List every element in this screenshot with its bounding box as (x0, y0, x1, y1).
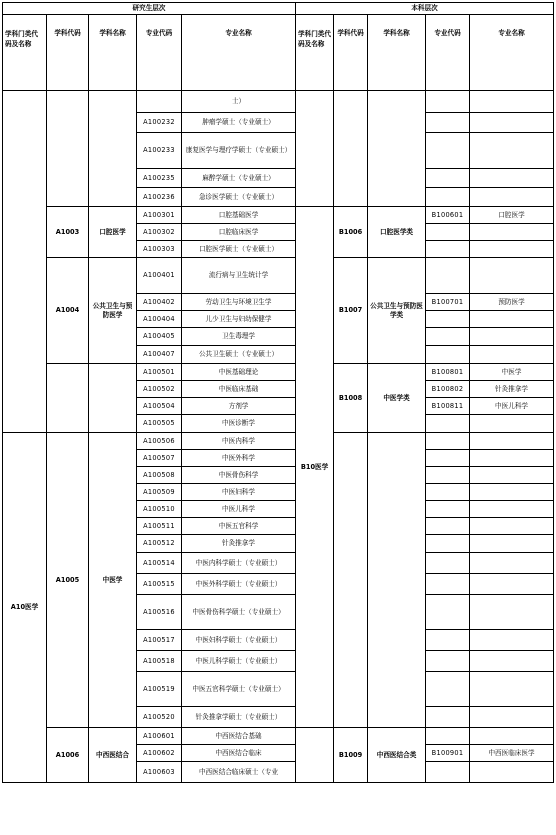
ug-specialty-name (470, 224, 554, 241)
ug-specialty-name (470, 258, 554, 294)
ug-specialty-name (470, 91, 554, 113)
grad-specialty-code: A100504 (137, 398, 182, 415)
ug-specialty-name (470, 574, 554, 595)
grad-discipline-code (47, 364, 89, 433)
ug-discipline-name (368, 433, 426, 728)
ug-specialty-name (470, 535, 554, 553)
ug-specialty-code (426, 433, 470, 450)
grad-specialty-name: 中西医结合临床硕士（专业 (182, 762, 296, 783)
ug-specialty-code: B100601 (426, 207, 470, 224)
grad-discipline-name: 中西医结合 (89, 728, 137, 783)
grad-specialty-name: 劳动卫生与环境卫生学 (182, 294, 296, 311)
ug-specialty-name (470, 484, 554, 501)
grad-specialty-name: 中医内科学硕士（专业硕士） (182, 553, 296, 574)
ug-specialty-code (426, 169, 470, 188)
grad-specialty-code: A100519 (137, 672, 182, 707)
ug-specialty-code: B100901 (426, 745, 470, 762)
ug-specialty-code (426, 728, 470, 745)
grad-specialty-code: A100507 (137, 450, 182, 467)
grad-specialty-name: 中医儿科学硕士（专业硕士） (182, 651, 296, 672)
grad-specialty-name: 士） (182, 91, 296, 113)
discipline-table (2, 2, 554, 783)
grad-specialty-name: 中医骨伤科学 (182, 467, 296, 484)
grad-specialty-code: A100517 (137, 630, 182, 651)
grad-specialty-code: A100233 (137, 133, 182, 169)
grad-specialty-code: A100236 (137, 188, 182, 207)
grad-specialty-name: 急诊医学硕士（专业硕士） (182, 188, 296, 207)
ug-specialty-name (470, 553, 554, 574)
grad-category-cell (3, 91, 47, 433)
ug-specialty-code (426, 258, 470, 294)
ug-specialty-name (470, 241, 554, 258)
grad-discipline-name (89, 91, 137, 207)
header-grad-specialty-code: 专业代码 (137, 15, 182, 91)
ug-specialty-name (470, 311, 554, 328)
column-header-row (3, 15, 554, 91)
table-row (3, 91, 554, 113)
ug-specialty-code (426, 518, 470, 535)
ug-specialty-name (470, 346, 554, 364)
table-row (3, 258, 554, 294)
header-ug-specialty-code: 专业代码 (426, 15, 470, 91)
ug-specialty-code (426, 346, 470, 364)
ug-discipline-code: B1006 (334, 207, 368, 258)
ug-discipline-code: B1008 (334, 364, 368, 433)
grad-specialty-name: 中医妇科学硕士（专业硕士） (182, 630, 296, 651)
grad-specialty-name: 中医内科学 (182, 433, 296, 450)
ug-specialty-code (426, 241, 470, 258)
header-ug-discipline-code: 学科代码 (334, 15, 368, 91)
header-grad-discipline-code: 学科代码 (47, 15, 89, 91)
ug-specialty-name (470, 433, 554, 450)
ug-specialty-name: 针灸推拿学 (470, 381, 554, 398)
header-ug-category: 学科门类代码及名称 (296, 15, 334, 91)
ug-specialty-code: B100802 (426, 381, 470, 398)
header-ug-discipline-name: 学科名称 (368, 15, 426, 91)
ug-specialty-code (426, 311, 470, 328)
table-row (3, 433, 554, 450)
ug-discipline-code: B1009 (334, 728, 368, 783)
ug-specialty-name (470, 169, 554, 188)
grad-category-cell: A10医学 (3, 433, 47, 783)
ug-specialty-name: 中西医临床医学 (470, 745, 554, 762)
grad-specialty-name: 流行病与卫生统计学 (182, 258, 296, 294)
grad-specialty-code: A100235 (137, 169, 182, 188)
ug-specialty-code (426, 415, 470, 433)
ug-category-cell (296, 728, 334, 783)
ug-specialty-name: 预防医学 (470, 294, 554, 311)
grad-specialty-code: A100603 (137, 762, 182, 783)
grad-specialty-code: A100405 (137, 328, 182, 346)
grad-discipline-code (47, 91, 89, 207)
grad-specialty-name: 中医儿科学 (182, 501, 296, 518)
ug-specialty-name (470, 651, 554, 672)
ug-specialty-code: B100811 (426, 398, 470, 415)
grad-specialty-name: 中医五官科学硕士（专业硕士） (182, 672, 296, 707)
ug-discipline-name: 口腔医学类 (368, 207, 426, 258)
grad-specialty-name: 肿瘤学硕士（专业硕士） (182, 113, 296, 133)
grad-specialty-name: 针灸推拿学 (182, 535, 296, 553)
grad-discipline-name (89, 364, 137, 433)
grad-discipline-name: 中医学 (89, 433, 137, 728)
grad-discipline-name: 口腔医学 (89, 207, 137, 258)
grad-specialty-code: A100516 (137, 595, 182, 630)
grad-discipline-code: A1005 (47, 433, 89, 728)
grad-specialty-name: 中医基础理论 (182, 364, 296, 381)
ug-specialty-name (470, 518, 554, 535)
ug-specialty-code (426, 672, 470, 707)
ug-discipline-code (334, 91, 368, 207)
grad-specialty-code: A100518 (137, 651, 182, 672)
grad-specialty-name: 中西医结合临床 (182, 745, 296, 762)
grad-specialty-name: 中医五官科学 (182, 518, 296, 535)
ug-specialty-code (426, 467, 470, 484)
grad-specialty-name: 针灸推拿学硕士（专业硕士） (182, 707, 296, 728)
ug-discipline-name: 公共卫生与预防医学类 (368, 258, 426, 364)
grad-specialty-code: A100502 (137, 381, 182, 398)
table-row (3, 207, 554, 224)
header-grad-discipline-name: 学科名称 (89, 15, 137, 91)
ug-specialty-code (426, 707, 470, 728)
grad-specialty-name: 中医诊断学 (182, 415, 296, 433)
ug-specialty-code (426, 91, 470, 113)
ug-specialty-code (426, 553, 470, 574)
grad-discipline-name: 公共卫生与预防医学 (89, 258, 137, 364)
grad-specialty-code: A100506 (137, 433, 182, 450)
ug-specialty-name: 中医学 (470, 364, 554, 381)
grad-specialty-code: A100505 (137, 415, 182, 433)
ug-specialty-name: 中医儿科学 (470, 398, 554, 415)
grad-specialty-code: A100510 (137, 501, 182, 518)
grad-specialty-name: 卫生毒理学 (182, 328, 296, 346)
grad-specialty-code: A100508 (137, 467, 182, 484)
grad-specialty-code: A100301 (137, 207, 182, 224)
grad-specialty-code: A100501 (137, 364, 182, 381)
grad-specialty-code: A100515 (137, 574, 182, 595)
ug-discipline-name: 中西医结合类 (368, 728, 426, 783)
ug-specialty-code (426, 595, 470, 630)
ug-specialty-name (470, 188, 554, 207)
grad-specialty-code: A100509 (137, 484, 182, 501)
grad-specialty-code: A100232 (137, 113, 182, 133)
ug-specialty-name (470, 595, 554, 630)
ug-specialty-code (426, 484, 470, 501)
ug-specialty-code (426, 535, 470, 553)
grad-specialty-name: 中医外科学硕士（专业硕士） (182, 574, 296, 595)
grad-discipline-code: A1003 (47, 207, 89, 258)
ug-discipline-code: B1007 (334, 258, 368, 364)
grad-specialty-name: 儿少卫生与妇幼保健学 (182, 311, 296, 328)
grad-discipline-code: A1006 (47, 728, 89, 783)
header-grad-specialty-name: 专业名称 (182, 15, 296, 91)
ug-specialty-code (426, 328, 470, 346)
grad-discipline-code: A1004 (47, 258, 89, 364)
ug-specialty-code (426, 113, 470, 133)
ug-specialty-name (470, 450, 554, 467)
grad-specialty-code: A100302 (137, 224, 182, 241)
ug-specialty-name (470, 630, 554, 651)
ug-specialty-code (426, 762, 470, 783)
ug-specialty-code (426, 630, 470, 651)
table-row (3, 364, 554, 381)
ug-specialty-code (426, 224, 470, 241)
grad-specialty-name: 方剂学 (182, 398, 296, 415)
ug-specialty-code (426, 188, 470, 207)
ug-discipline-name (368, 91, 426, 207)
ug-specialty-name: 口腔医学 (470, 207, 554, 224)
grad-specialty-name: 口腔医学硕士（专业硕士） (182, 241, 296, 258)
grad-specialty-name: 中西医结合基础 (182, 728, 296, 745)
ug-specialty-name (470, 762, 554, 783)
ug-specialty-name (470, 113, 554, 133)
grad-specialty-code: A100402 (137, 294, 182, 311)
ug-specialty-code: B100801 (426, 364, 470, 381)
grad-specialty-code: A100407 (137, 346, 182, 364)
ug-category-cell (296, 91, 334, 207)
ug-specialty-code: B100701 (426, 294, 470, 311)
ug-specialty-name (470, 415, 554, 433)
ug-specialty-name (470, 133, 554, 169)
grad-specialty-code: A100511 (137, 518, 182, 535)
ug-specialty-code (426, 651, 470, 672)
grad-specialty-code: A100401 (137, 258, 182, 294)
grad-specialty-code: A100601 (137, 728, 182, 745)
grad-specialty-name: 康复医学与理疗学硕士（专业硕士） (182, 133, 296, 169)
grad-specialty-name: 口腔基础医学 (182, 207, 296, 224)
grad-specialty-name: 中医骨伤科学硕士（专业硕士） (182, 595, 296, 630)
ug-specialty-name (470, 328, 554, 346)
ug-specialty-name (470, 501, 554, 518)
grad-specialty-code: A100602 (137, 745, 182, 762)
grad-specialty-name: 口腔临床医学 (182, 224, 296, 241)
grad-specialty-name: 中医临床基础 (182, 381, 296, 398)
ug-discipline-name: 中医学类 (368, 364, 426, 433)
ug-specialty-code (426, 574, 470, 595)
grad-specialty-code: A100512 (137, 535, 182, 553)
grad-specialty-name: 中医妇科学 (182, 484, 296, 501)
grad-specialty-name: 麻醉学硕士（专业硕士） (182, 169, 296, 188)
ug-specialty-name (470, 672, 554, 707)
ug-level-heading: 本科层次 (296, 3, 554, 15)
ug-discipline-code (334, 433, 368, 728)
header-grad-category: 学科门类代码及名称 (3, 15, 47, 91)
grad-specialty-name: 公共卫生硕士（专业硕士） (182, 346, 296, 364)
header-ug-specialty-name: 专业名称 (470, 15, 554, 91)
ug-category-cell: B10医学 (296, 207, 334, 728)
ug-specialty-code (426, 501, 470, 518)
ug-specialty-code (426, 450, 470, 467)
ug-specialty-name (470, 467, 554, 484)
grad-specialty-code: A100404 (137, 311, 182, 328)
table-row (3, 728, 554, 745)
grad-specialty-code: A100514 (137, 553, 182, 574)
level-header-row (3, 3, 554, 15)
grad-specialty-name: 中医外科学 (182, 450, 296, 467)
ug-specialty-name (470, 728, 554, 745)
ug-specialty-code (426, 133, 470, 169)
grad-specialty-code: A100520 (137, 707, 182, 728)
grad-level-heading: 研究生层次 (3, 3, 296, 15)
grad-specialty-code (137, 91, 182, 113)
ug-specialty-name (470, 707, 554, 728)
grad-specialty-code: A100303 (137, 241, 182, 258)
